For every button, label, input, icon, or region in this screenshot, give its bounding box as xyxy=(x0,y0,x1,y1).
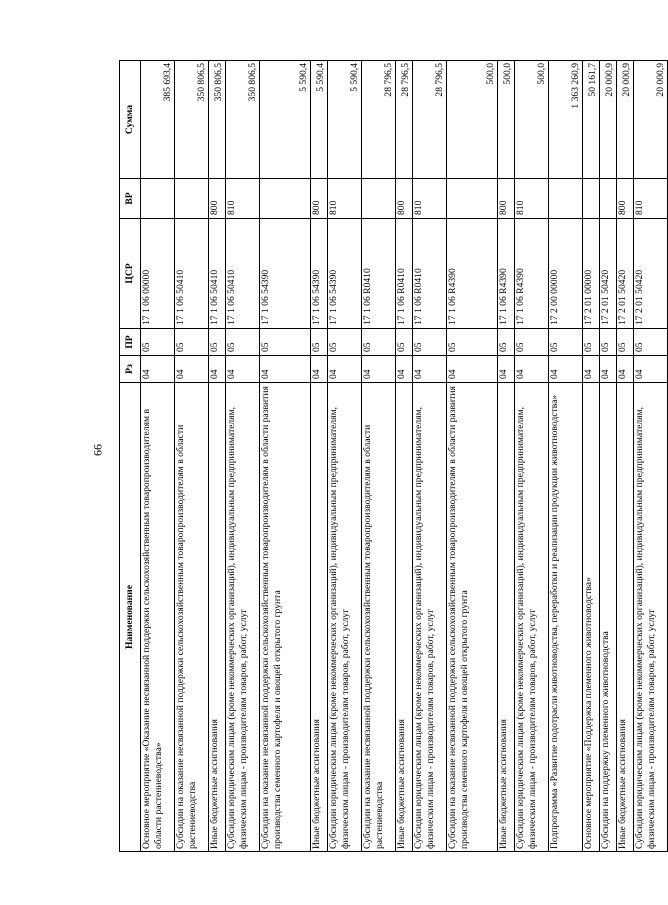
cell-pr: 05 xyxy=(583,329,600,356)
cell-name: Субсидии на оказание несвязанной поддержки сельскохозяйственным товаропроизводителям в области развития производства семенного картофеля и овощей открытого грунта xyxy=(260,383,311,852)
table-header-row xyxy=(120,61,141,852)
table-row xyxy=(396,61,413,852)
cell-sum: 350 806,5 xyxy=(209,61,226,179)
cell-sum: 28 796,5 xyxy=(362,61,396,179)
cell-csr: 17 1 06 R4390 xyxy=(447,219,498,329)
page-number: 66 xyxy=(90,444,105,456)
cell-csr: 17 1 06 R4390 xyxy=(515,219,549,329)
table-row xyxy=(226,61,260,852)
table-row xyxy=(634,61,668,852)
cell-pr: 05 xyxy=(447,329,498,356)
cell-name: Субсидии на поддержку племенного животноводства xyxy=(600,383,617,852)
cell-name: Субсидии юридическим лицам (кроме некоммерческих организаций), индивидуальным предпринимателям, физическим лицам - производителям товаров, работ, услуг xyxy=(634,383,668,852)
cell-rz: 04 xyxy=(226,356,260,383)
cell-rz: 04 xyxy=(600,356,617,383)
cell-name: Субсидии юридическим лицам (кроме некоммерческих организаций), индивидуальным предпринимателям, физическим лицам - производителям товаров, работ, услуг xyxy=(226,383,260,852)
budget-table xyxy=(119,60,668,852)
cell-csr: 17 1 06 R0410 xyxy=(362,219,396,329)
cell-vr: 810 xyxy=(328,179,362,219)
cell-sum: 350 806,5 xyxy=(175,61,209,179)
table-row xyxy=(413,61,447,852)
cell-csr: 17 2 01 00000 xyxy=(583,219,600,329)
cell-sum: 385 693,4 xyxy=(141,61,175,179)
cell-vr: 800 xyxy=(311,179,328,219)
cell-sum: 28 796,5 xyxy=(413,61,447,179)
cell-vr xyxy=(362,179,396,219)
cell-name: Основное мероприятие «Оказание несвязанной поддержки сельскохозяйственным товаропроизводителям в области растениеводства» xyxy=(141,383,175,852)
cell-vr: 810 xyxy=(226,179,260,219)
cell-vr: 800 xyxy=(617,179,634,219)
cell-vr xyxy=(260,179,311,219)
cell-pr: 05 xyxy=(328,329,362,356)
table-row xyxy=(447,61,498,852)
cell-name: Субсидии на оказание несвязанной поддержки сельскохозяйственным товаропроизводителям в области растениеводства xyxy=(175,383,209,852)
cell-pr: 05 xyxy=(413,329,447,356)
rotated-page xyxy=(119,61,667,852)
cell-sum: 20 000,9 xyxy=(634,61,668,179)
cell-csr: 17 1 06 50410 xyxy=(209,219,226,329)
cell-name: Субсидии юридическим лицам (кроме некоммерческих организаций), индивидуальным предпринимателям, физическим лицам - производителям товаров, работ, услуг xyxy=(328,383,362,852)
cell-sum: 28 796,5 xyxy=(396,61,413,179)
cell-sum: 20 000,9 xyxy=(600,61,617,179)
cell-rz: 04 xyxy=(175,356,209,383)
header-rz: Рз xyxy=(120,356,141,383)
cell-rz: 04 xyxy=(141,356,175,383)
cell-name: Субсидии юридическим лицам (кроме некоммерческих организаций), индивидуальным предпринимателям, физическим лицам - производителям товаров, работ, услуг xyxy=(413,383,447,852)
cell-rz: 04 xyxy=(311,356,328,383)
cell-name: Иные бюджетные ассигнования xyxy=(498,383,515,852)
cell-name: Иные бюджетные ассигнования xyxy=(617,383,634,852)
table-row xyxy=(362,61,396,852)
cell-rz: 04 xyxy=(634,356,668,383)
cell-sum: 500,0 xyxy=(515,61,549,179)
cell-rz: 04 xyxy=(260,356,311,383)
cell-rz: 04 xyxy=(617,356,634,383)
cell-vr: 800 xyxy=(209,179,226,219)
cell-pr: 05 xyxy=(311,329,328,356)
header-sum: Сумма xyxy=(120,61,141,179)
cell-sum: 350 806,5 xyxy=(226,61,260,179)
cell-vr xyxy=(600,179,617,219)
cell-pr: 05 xyxy=(209,329,226,356)
cell-csr: 17 1 06 00000 xyxy=(141,219,175,329)
cell-pr: 05 xyxy=(549,329,583,356)
table-row xyxy=(583,61,600,852)
cell-rz: 04 xyxy=(209,356,226,383)
cell-csr: 17 1 06 54390 xyxy=(328,219,362,329)
cell-vr xyxy=(141,179,175,219)
cell-name: Подпрограмма «Развитие подотрасли животноводства, переработки и реализации продукции животноводства» xyxy=(549,383,583,852)
cell-vr: 810 xyxy=(634,179,668,219)
table-row xyxy=(311,61,328,852)
cell-pr: 05 xyxy=(396,329,413,356)
cell-sum: 20 000,9 xyxy=(617,61,634,179)
cell-name: Иные бюджетные ассигнования xyxy=(396,383,413,852)
cell-csr: 17 2 01 50420 xyxy=(617,219,634,329)
cell-pr: 05 xyxy=(260,329,311,356)
header-csr: ЦСР xyxy=(120,219,141,329)
table-row xyxy=(600,61,617,852)
table-body xyxy=(141,61,668,852)
cell-csr: 17 1 06 54390 xyxy=(311,219,328,329)
cell-vr xyxy=(549,179,583,219)
cell-csr: 17 2 01 50420 xyxy=(634,219,668,329)
cell-sum: 1 363 260,9 xyxy=(549,61,583,179)
cell-sum: 500,0 xyxy=(447,61,498,179)
cell-name: Субсидии юридическим лицам (кроме некоммерческих организаций), индивидуальным предпринимателям, физическим лицам - производителям товаров, работ, услуг xyxy=(515,383,549,852)
cell-pr: 05 xyxy=(226,329,260,356)
table-row xyxy=(175,61,209,852)
table-row xyxy=(515,61,549,852)
cell-csr: 17 1 06 R4390 xyxy=(498,219,515,329)
cell-csr: 17 2 00 00000 xyxy=(549,219,583,329)
cell-rz: 04 xyxy=(583,356,600,383)
cell-vr: 800 xyxy=(498,179,515,219)
cell-csr: 17 1 06 R0410 xyxy=(413,219,447,329)
cell-vr xyxy=(447,179,498,219)
cell-sum: 5 590,4 xyxy=(311,61,328,179)
header-name: Наименование xyxy=(120,383,141,852)
header-vr: ВР xyxy=(120,179,141,219)
cell-vr xyxy=(583,179,600,219)
cell-rz: 04 xyxy=(498,356,515,383)
cell-pr: 05 xyxy=(600,329,617,356)
table-row xyxy=(549,61,583,852)
cell-vr: 810 xyxy=(515,179,549,219)
cell-rz: 04 xyxy=(328,356,362,383)
cell-name: Субсидии на оказание несвязанной поддержки сельскохозяйственным товаропроизводителям в области развития производства семенного картофеля и овощей открытого грунта xyxy=(447,383,498,852)
table-row xyxy=(209,61,226,852)
cell-vr: 800 xyxy=(396,179,413,219)
cell-csr: 17 2 01 50420 xyxy=(600,219,617,329)
cell-pr: 05 xyxy=(362,329,396,356)
cell-pr: 05 xyxy=(498,329,515,356)
cell-pr: 05 xyxy=(141,329,175,356)
cell-vr: 810 xyxy=(413,179,447,219)
cell-vr xyxy=(175,179,209,219)
cell-rz: 04 xyxy=(515,356,549,383)
cell-sum: 5 590,4 xyxy=(328,61,362,179)
cell-csr: 17 1 06 54390 xyxy=(260,219,311,329)
cell-name: Основное мероприятие «Поддержка племенного животноводства» xyxy=(583,383,600,852)
cell-rz: 04 xyxy=(549,356,583,383)
cell-sum: 5 590,4 xyxy=(260,61,311,179)
cell-pr: 05 xyxy=(634,329,668,356)
header-pr: ПР xyxy=(120,329,141,356)
cell-rz: 04 xyxy=(447,356,498,383)
table-row xyxy=(260,61,311,852)
cell-pr: 05 xyxy=(617,329,634,356)
cell-rz: 04 xyxy=(396,356,413,383)
table-row xyxy=(328,61,362,852)
cell-csr: 17 1 06 50410 xyxy=(175,219,209,329)
table-row xyxy=(141,61,175,852)
table-row xyxy=(617,61,634,852)
cell-csr: 17 1 06 R0410 xyxy=(396,219,413,329)
cell-rz: 04 xyxy=(413,356,447,383)
table-row xyxy=(498,61,515,852)
cell-csr: 17 1 06 50410 xyxy=(226,219,260,329)
cell-name: Иные бюджетные ассигнования xyxy=(311,383,328,852)
cell-rz: 04 xyxy=(362,356,396,383)
cell-name: Субсидии на оказание несвязанной поддержки сельскохозяйственным товаропроизводителям в области растениеводства xyxy=(362,383,396,852)
cell-pr: 05 xyxy=(515,329,549,356)
cell-sum: 500,0 xyxy=(498,61,515,179)
cell-pr: 05 xyxy=(175,329,209,356)
cell-name: Иные бюджетные ассигнования xyxy=(209,383,226,852)
cell-sum: 50 161,7 xyxy=(583,61,600,179)
